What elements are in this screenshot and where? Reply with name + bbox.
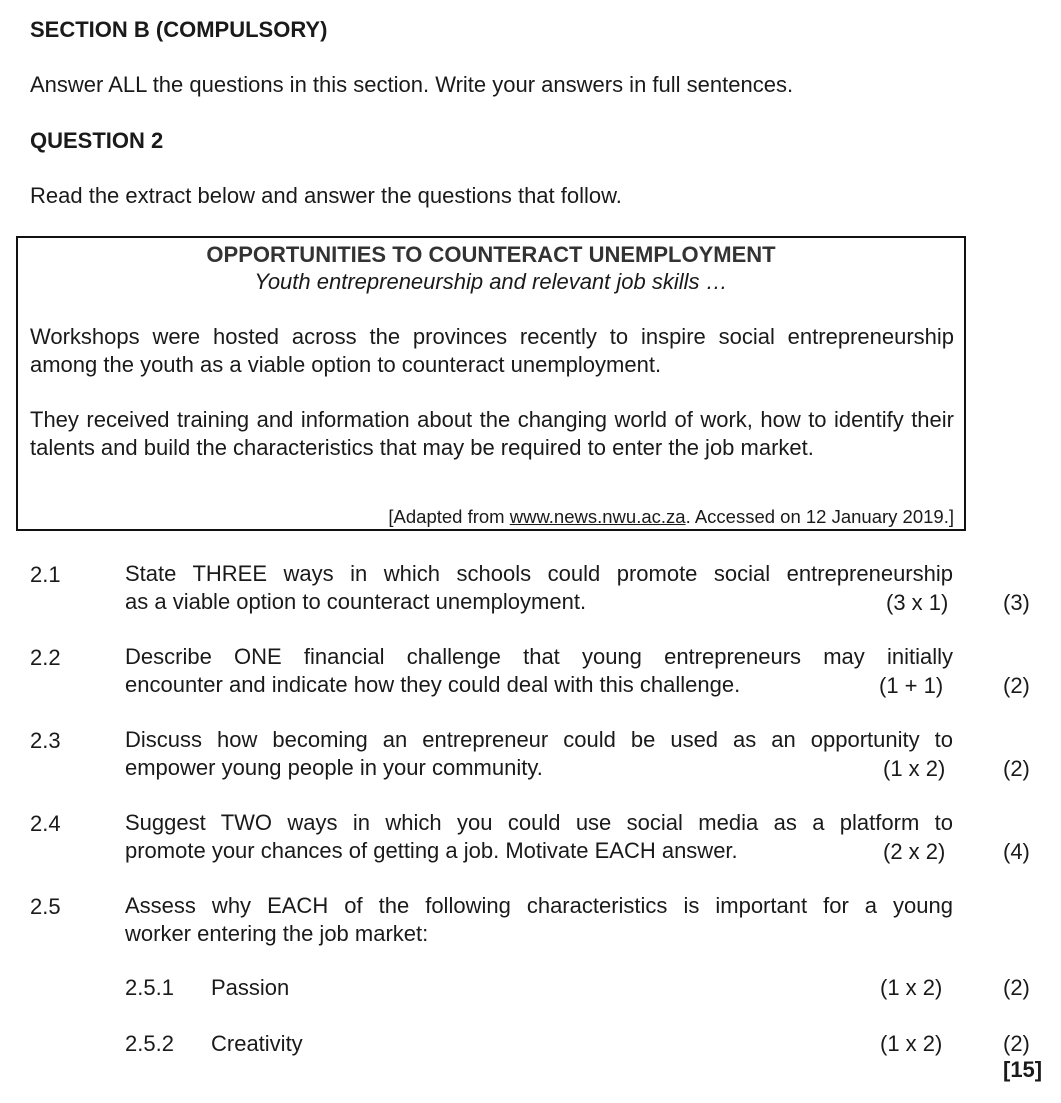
mark-breakdown: (1 x 2) bbox=[883, 756, 946, 781]
mark-breakdown: (1 x 2) bbox=[880, 975, 943, 1000]
extract-paragraph-1: Workshops were hosted across the provinces recently to inspire social entrepreneurship among the youth as a viable option to counteract unemployment. bbox=[30, 324, 954, 377]
section-title: SECTION B (COMPULSORY) bbox=[30, 17, 328, 42]
subquestion-number: 2.5.1 bbox=[125, 975, 174, 1000]
extract-subtitle: Youth entrepreneurship and relevant job skills … bbox=[254, 269, 728, 294]
question-number: 2.4 bbox=[30, 811, 61, 836]
extract-paragraph-2: They received training and information about the changing world of work, how to identify their talents and build the characteristics that may be required to enter the job market. bbox=[30, 407, 954, 460]
question-text-line-2: worker entering the job market: bbox=[125, 921, 429, 946]
question-total: [15] bbox=[1003, 1057, 1043, 1082]
question-text bbox=[125, 726, 953, 782]
question-marks: (2) bbox=[1003, 1031, 1030, 1056]
extract-title: OPPORTUNITIES TO COUNTERACT UNEMPLOYMENT bbox=[206, 242, 776, 267]
question-text-line-1: Describe ONE financial challenge that young entrepreneurs may initially bbox=[125, 644, 953, 669]
mark-breakdown: (1 + 1) bbox=[879, 673, 944, 698]
question-marks: (2) bbox=[1003, 975, 1030, 1000]
question-text-line-2: promote your chances of getting a job. Motivate EACH answer. bbox=[125, 838, 738, 863]
mark-breakdown: (2 x 2) bbox=[883, 839, 946, 864]
extract-box bbox=[16, 236, 966, 531]
source-prefix: [Adapted from bbox=[388, 506, 510, 527]
question-number: 2.1 bbox=[30, 562, 61, 587]
mark-breakdown: (3 x 1) bbox=[886, 590, 949, 615]
subquestion-number: 2.5.2 bbox=[125, 1031, 174, 1056]
question-text-line-1: Assess why EACH of the following characteristics is important for a young bbox=[125, 893, 953, 918]
read-instruction: Read the extract below and answer the questions that follow. bbox=[30, 183, 622, 208]
subquestion-label: Creativity bbox=[211, 1031, 303, 1056]
question-title: QUESTION 2 bbox=[30, 128, 164, 153]
source-suffix: . Accessed on 12 January 2019.] bbox=[685, 506, 954, 527]
question-text bbox=[125, 809, 953, 865]
question-number: 2.2 bbox=[30, 645, 61, 670]
question-marks: (3) bbox=[1003, 590, 1030, 615]
section-instruction: Answer ALL the questions in this section. Write your answers in full sentences. bbox=[30, 72, 794, 97]
question-text bbox=[125, 560, 953, 616]
question-text-line-2: encounter and indicate how they could deal with this challenge. bbox=[125, 672, 741, 697]
subquestion-label: Passion bbox=[211, 975, 290, 1000]
question-text bbox=[125, 892, 953, 948]
question-number: 2.5 bbox=[30, 894, 61, 919]
question-marks: (2) bbox=[1003, 756, 1030, 781]
question-text-line-2: empower young people in your community. bbox=[125, 755, 543, 780]
question-text-line-1: Discuss how becoming an entrepreneur could be used as an opportunity to bbox=[125, 727, 953, 752]
question-marks: (2) bbox=[1003, 673, 1030, 698]
question-text-line-1: Suggest TWO ways in which you could use social media as a platform to bbox=[125, 810, 953, 835]
question-text-line-1: State THREE ways in which schools could promote social entrepreneurship bbox=[125, 561, 953, 586]
mark-breakdown: (1 x 2) bbox=[880, 1031, 943, 1056]
question-text bbox=[125, 643, 953, 699]
extract-source bbox=[388, 506, 954, 528]
question-number: 2.3 bbox=[30, 728, 61, 753]
source-link[interactable]: www.news.nwu.ac.za bbox=[509, 506, 686, 527]
question-marks: (4) bbox=[1003, 839, 1030, 864]
question-text-line-2: as a viable option to counteract unemployment. bbox=[125, 589, 587, 614]
